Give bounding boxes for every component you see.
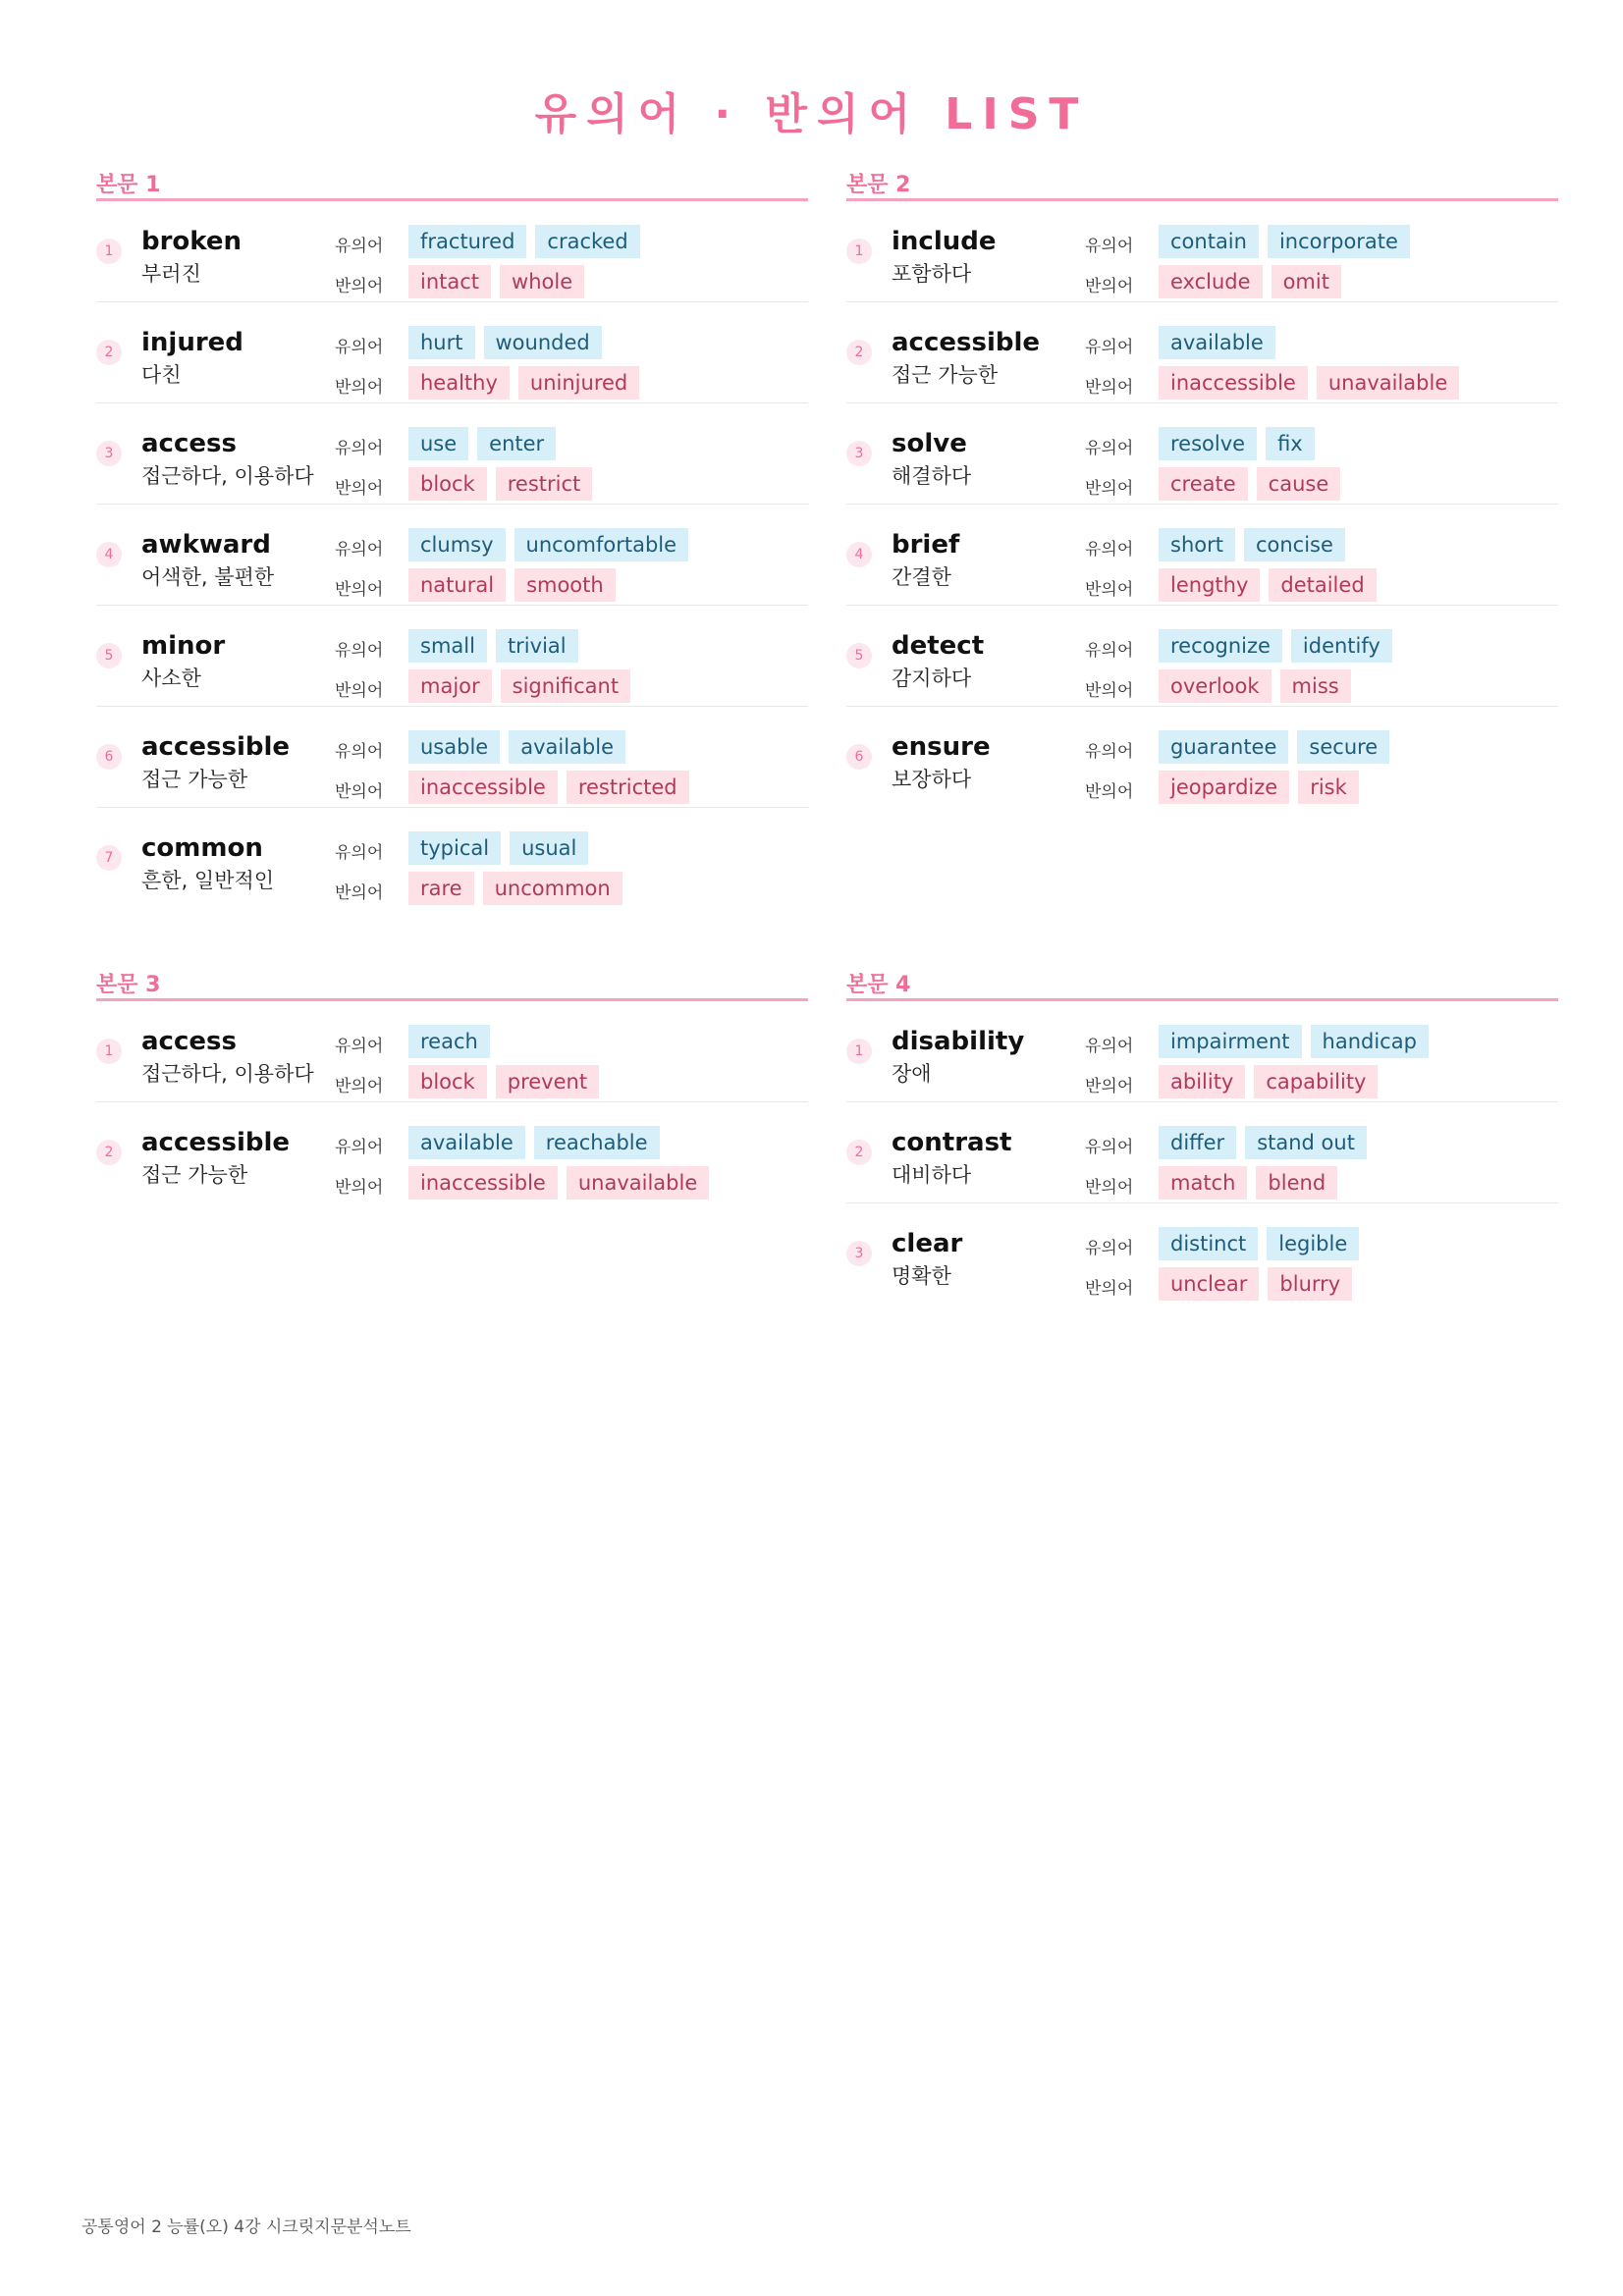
synonym-tag: use <box>408 427 468 460</box>
synonym-tag: available <box>509 730 625 764</box>
synonym-label: 유의어 <box>1085 1138 1134 1157</box>
entry-number-badge: 2 <box>846 340 872 365</box>
antonym-tag: overlook <box>1159 669 1271 703</box>
synonym-tags <box>408 831 588 865</box>
synonym-tag: hurt <box>408 326 475 359</box>
synonym-tags <box>408 225 640 258</box>
antonym-tag: capability <box>1254 1065 1378 1098</box>
synonym-tag: distinct <box>1159 1227 1258 1260</box>
entry-word: brief <box>892 530 960 560</box>
synonym-tags <box>408 528 688 561</box>
synonym-tags <box>1159 326 1275 359</box>
synonym-tags <box>408 1126 660 1159</box>
synonym-label: 유의어 <box>1085 439 1134 458</box>
entry-word: accessible <box>141 1128 291 1157</box>
entry-number-badge: 3 <box>846 441 872 466</box>
antonym-tag: match <box>1159 1166 1247 1200</box>
antonym-tag: intact <box>408 265 491 298</box>
antonym-tags <box>408 1065 599 1098</box>
synonym-tag: available <box>1159 326 1275 359</box>
entry-word: clear <box>892 1229 963 1258</box>
antonym-tag: natural <box>408 568 506 602</box>
entry-number-badge: 3 <box>96 441 122 466</box>
section-heading: 본문 4 <box>846 962 1558 1001</box>
entry-row <box>96 302 808 403</box>
section-1 <box>96 162 808 909</box>
entry-row <box>96 403 808 505</box>
entry-meaning: 접근하다, 이용하다 <box>141 464 314 488</box>
entry-word: contrast <box>892 1128 1012 1157</box>
antonym-tags <box>408 467 592 501</box>
entry-row <box>846 1001 1558 1102</box>
entry-row <box>846 707 1558 808</box>
synonym-label: 유의어 <box>1085 338 1134 357</box>
antonym-label: 반의어 <box>335 1077 384 1096</box>
synonym-label: 유의어 <box>335 1037 384 1056</box>
entry-row <box>96 1102 808 1203</box>
antonym-tags <box>1159 467 1340 501</box>
section-heading: 본문 2 <box>846 162 1558 201</box>
antonym-tag: detailed <box>1269 568 1376 602</box>
antonym-tag: cause <box>1257 467 1341 501</box>
antonym-label: 반의어 <box>1085 1178 1134 1198</box>
antonym-label: 반의어 <box>335 378 384 398</box>
section-heading: 본문 3 <box>96 962 808 1001</box>
entry-number-badge: 5 <box>96 643 122 668</box>
synonym-tag: reach <box>408 1025 490 1058</box>
entry-word: broken <box>141 227 243 256</box>
antonym-tags <box>1159 771 1359 804</box>
antonym-label: 반의어 <box>335 277 384 296</box>
antonym-tag: create <box>1159 467 1248 501</box>
synonym-tag: identify <box>1291 629 1392 663</box>
synonym-tags <box>408 1025 490 1058</box>
antonym-tag: unavailable <box>567 1166 709 1200</box>
synonym-label: 유의어 <box>1085 742 1134 762</box>
synonym-tags <box>1159 730 1389 764</box>
entry-word: solve <box>892 429 967 458</box>
antonym-tag: block <box>408 1065 487 1098</box>
entry-word: injured <box>141 328 243 357</box>
entry-meaning: 접근 가능한 <box>141 768 248 791</box>
synonym-tags <box>408 629 578 663</box>
antonym-tags <box>408 265 584 298</box>
section-2 <box>846 162 1558 808</box>
antonym-label: 반의어 <box>1085 479 1134 499</box>
antonym-tag: risk <box>1298 771 1359 804</box>
antonym-label: 반의어 <box>1085 580 1134 600</box>
antonym-tags <box>1159 1065 1378 1098</box>
antonym-tag: significant <box>501 669 630 703</box>
synonym-tag: available <box>408 1126 525 1159</box>
synonym-label: 유의어 <box>335 540 384 560</box>
entry-word: awkward <box>141 530 271 560</box>
synonym-tag: fix <box>1266 427 1315 460</box>
antonym-label: 반의어 <box>335 580 384 600</box>
entry-word: include <box>892 227 997 256</box>
antonym-tag: inaccessible <box>1159 366 1308 400</box>
synonym-tag: secure <box>1297 730 1389 764</box>
antonym-label: 반의어 <box>335 1178 384 1198</box>
entry-number-badge: 1 <box>846 1039 872 1064</box>
synonym-tag: usual <box>510 831 588 865</box>
entry-meaning: 보장하다 <box>892 768 972 791</box>
synonym-tags <box>1159 1126 1367 1159</box>
entry-meaning: 어색한, 불편한 <box>141 565 275 589</box>
entry-meaning: 부러진 <box>141 262 201 286</box>
entry-meaning: 사소한 <box>141 667 201 690</box>
entry-meaning: 장애 <box>892 1062 932 1086</box>
antonym-tag: unavailable <box>1317 366 1459 400</box>
antonym-tag: inaccessible <box>408 771 558 804</box>
antonym-tag: whole <box>500 265 584 298</box>
entry-row <box>846 403 1558 505</box>
synonym-label: 유의어 <box>335 237 384 256</box>
antonym-label: 반의어 <box>1085 277 1134 296</box>
synonym-label: 유의어 <box>335 742 384 762</box>
entry-list <box>846 201 1558 808</box>
antonym-tag: restrict <box>496 467 593 501</box>
synonym-label: 유의어 <box>1085 1239 1134 1258</box>
synonym-tag: guarantee <box>1159 730 1288 764</box>
synonym-label: 유의어 <box>1085 1037 1134 1056</box>
synonym-tag: trivial <box>496 629 578 663</box>
synonym-tags <box>408 730 625 764</box>
entry-meaning: 접근 가능한 <box>892 363 999 387</box>
antonym-label: 반의어 <box>1085 378 1134 398</box>
antonym-label: 반의어 <box>1085 782 1134 802</box>
section-4 <box>846 962 1558 1305</box>
entry-row <box>96 1001 808 1102</box>
synonym-tag: legible <box>1267 1227 1359 1260</box>
entry-row <box>96 606 808 707</box>
synonym-label: 유의어 <box>335 1138 384 1157</box>
synonym-tag: reachable <box>534 1126 660 1159</box>
entry-meaning: 간결한 <box>892 565 951 589</box>
synonym-tags <box>1159 629 1392 663</box>
entry-meaning: 흔한, 일반적인 <box>141 869 275 892</box>
synonym-tag: recognize <box>1159 629 1282 663</box>
antonym-tag: uncommon <box>483 872 622 905</box>
antonym-tags <box>408 568 616 602</box>
antonym-tag: blurry <box>1268 1267 1352 1301</box>
synonym-label: 유의어 <box>1085 237 1134 256</box>
synonym-tag: handicap <box>1311 1025 1429 1058</box>
entry-meaning: 포함하다 <box>892 262 972 286</box>
antonym-label: 반의어 <box>1085 1279 1134 1299</box>
synonym-tags <box>408 326 602 359</box>
entry-number-badge: 4 <box>96 542 122 567</box>
antonym-tag: unclear <box>1159 1267 1259 1301</box>
entry-list <box>846 1001 1558 1305</box>
antonym-tag: blend <box>1256 1166 1337 1200</box>
synonym-tag: stand out <box>1245 1126 1367 1159</box>
entry-word: disability <box>892 1027 1025 1056</box>
antonym-label: 반의어 <box>1085 681 1134 701</box>
entry-meaning: 명확한 <box>892 1264 951 1288</box>
entry-meaning: 접근 가능한 <box>141 1163 248 1187</box>
entry-meaning: 접근하다, 이용하다 <box>141 1062 314 1086</box>
antonym-tag: prevent <box>496 1065 599 1098</box>
antonym-tags <box>408 771 689 804</box>
entry-number-badge: 1 <box>96 239 122 264</box>
antonym-tag: omit <box>1271 265 1341 298</box>
entry-list <box>96 1001 808 1203</box>
entry-word: minor <box>141 631 226 661</box>
entry-number-badge: 6 <box>96 744 122 770</box>
synonym-label: 유의어 <box>1085 641 1134 661</box>
entry-row <box>96 808 808 909</box>
entry-row <box>96 201 808 302</box>
antonym-label: 반의어 <box>335 479 384 499</box>
antonym-tags <box>1159 1166 1337 1200</box>
entry-row <box>846 606 1558 707</box>
entry-word: access <box>141 1027 237 1056</box>
entry-number-badge: 1 <box>96 1039 122 1064</box>
synonym-label: 유의어 <box>335 641 384 661</box>
entry-number-badge: 6 <box>846 744 872 770</box>
synonym-tag: impairment <box>1159 1025 1302 1058</box>
synonym-tag: cracked <box>535 225 639 258</box>
synonym-tags <box>1159 427 1315 460</box>
antonym-label: 반의어 <box>335 681 384 701</box>
entry-row <box>846 505 1558 606</box>
entry-row <box>96 707 808 808</box>
antonym-tags <box>408 1166 709 1200</box>
synonym-label: 유의어 <box>1085 540 1134 560</box>
antonym-tag: lengthy <box>1159 568 1260 602</box>
page-title: 유의어 · 반의어 LIST <box>534 89 1089 139</box>
synonym-label: 유의어 <box>335 843 384 863</box>
footer-text: 공통영어 2 능률(오) 4강 시크릿지문분석노트 <box>81 2217 411 2237</box>
antonym-tag: smooth <box>514 568 616 602</box>
antonym-tags <box>1159 669 1351 703</box>
antonym-tag: restricted <box>567 771 689 804</box>
synonym-tags <box>408 427 556 460</box>
antonym-tags <box>408 669 630 703</box>
entry-number-badge: 4 <box>846 542 872 567</box>
entry-number-badge: 2 <box>846 1140 872 1165</box>
synonym-tag: enter <box>477 427 556 460</box>
entry-number-badge: 3 <box>846 1241 872 1266</box>
entry-number-badge: 5 <box>846 643 872 668</box>
entry-row <box>846 201 1558 302</box>
synonym-tags <box>1159 225 1410 258</box>
antonym-tags <box>1159 366 1459 400</box>
synonym-tag: concise <box>1244 528 1345 561</box>
synonym-tags <box>1159 1227 1359 1260</box>
entry-number-badge: 2 <box>96 340 122 365</box>
entry-word: accessible <box>892 328 1041 357</box>
entry-word: accessible <box>141 732 291 762</box>
entry-number-badge: 7 <box>96 845 122 871</box>
antonym-tag: uninjured <box>518 366 639 400</box>
antonym-label: 반의어 <box>335 782 384 802</box>
synonym-label: 유의어 <box>335 439 384 458</box>
entry-word: common <box>141 833 263 863</box>
antonym-tag: ability <box>1159 1065 1245 1098</box>
entry-meaning: 다친 <box>141 363 182 387</box>
entry-meaning: 대비하다 <box>892 1163 972 1187</box>
synonym-tag: clumsy <box>408 528 506 561</box>
synonym-tags <box>1159 1025 1429 1058</box>
antonym-tag: inaccessible <box>408 1166 558 1200</box>
antonym-tag: block <box>408 467 487 501</box>
entry-word: detect <box>892 631 985 661</box>
synonym-tag: fractured <box>408 225 526 258</box>
synonym-tag: differ <box>1159 1126 1236 1159</box>
antonym-tags <box>1159 1267 1352 1301</box>
entry-row <box>846 1102 1558 1203</box>
synonym-tag: small <box>408 629 487 663</box>
antonym-tags <box>408 366 639 400</box>
entry-row <box>96 505 808 606</box>
antonym-tag: healthy <box>408 366 510 400</box>
antonym-tag: exclude <box>1159 265 1263 298</box>
synonym-tag: incorporate <box>1268 225 1410 258</box>
entry-word: access <box>141 429 237 458</box>
antonym-tags <box>1159 265 1341 298</box>
antonym-tags <box>408 872 622 905</box>
antonym-label: 반의어 <box>335 883 384 903</box>
synonym-tag: short <box>1159 528 1235 561</box>
entry-word: ensure <box>892 732 991 762</box>
synonym-label: 유의어 <box>335 338 384 357</box>
synonym-tag: wounded <box>484 326 602 359</box>
section-heading: 본문 1 <box>96 162 808 201</box>
entry-number-badge: 1 <box>846 239 872 264</box>
synonym-tag: usable <box>408 730 500 764</box>
synonym-tag: typical <box>408 831 501 865</box>
antonym-tag: miss <box>1280 669 1351 703</box>
antonym-tags <box>1159 568 1377 602</box>
entry-meaning: 감지하다 <box>892 667 972 690</box>
entry-row <box>846 1203 1558 1305</box>
entry-list <box>96 201 808 909</box>
section-3 <box>96 962 808 1203</box>
synonym-tags <box>1159 528 1345 561</box>
synonym-tag: uncomfortable <box>514 528 689 561</box>
antonym-tag: jeopardize <box>1159 771 1289 804</box>
antonym-tag: major <box>408 669 492 703</box>
synonym-tag: resolve <box>1159 427 1257 460</box>
entry-row <box>846 302 1558 403</box>
antonym-tag: rare <box>408 872 474 905</box>
antonym-label: 반의어 <box>1085 1077 1134 1096</box>
entry-number-badge: 2 <box>96 1140 122 1165</box>
synonym-tag: contain <box>1159 225 1259 258</box>
entry-meaning: 해결하다 <box>892 464 972 488</box>
